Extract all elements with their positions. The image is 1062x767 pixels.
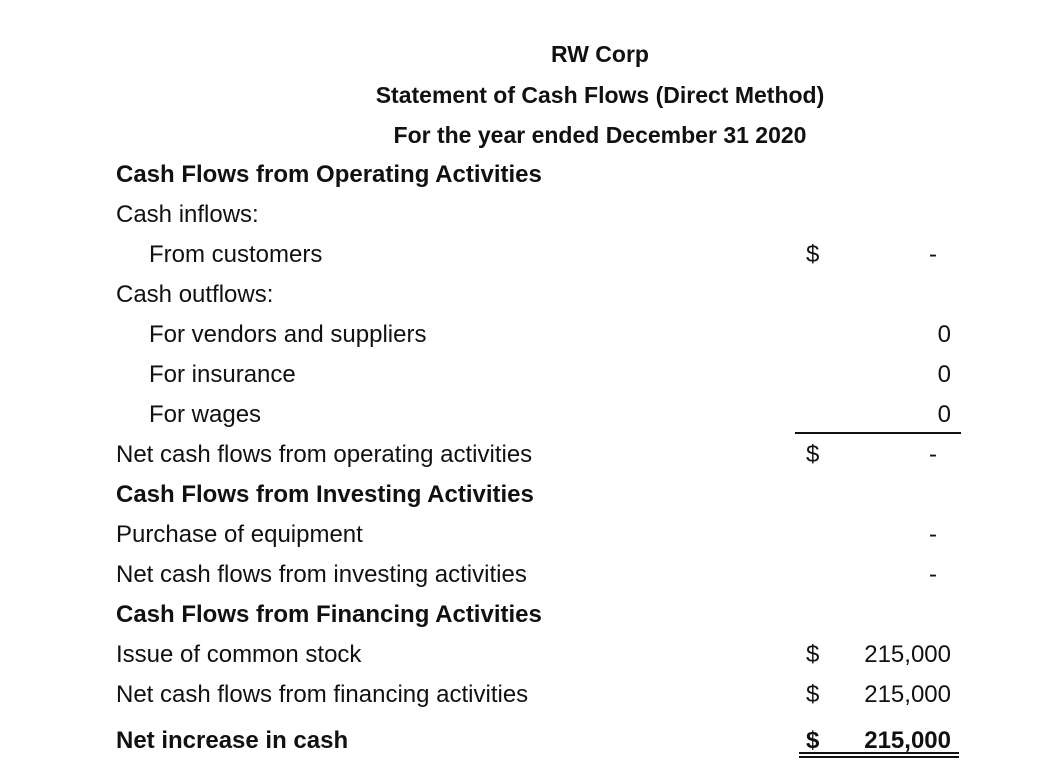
total-double-rule <box>799 752 959 758</box>
investing-heading-row <box>0 475 1062 515</box>
common-stock-row <box>0 635 1062 675</box>
wages-label: For wages <box>149 401 262 428</box>
financing-heading-row <box>0 595 1062 635</box>
net-financing-label: Net cash flows from financing activities <box>116 681 529 708</box>
from-customers-label: From customers <box>149 241 323 268</box>
subtotal-rule <box>795 432 961 434</box>
net-increase-amount: 215,000 <box>864 727 951 754</box>
insurance-row <box>0 355 1062 395</box>
common-stock-label: Issue of common stock <box>116 641 362 668</box>
cash-inflows-label: Cash inflows: <box>116 201 259 228</box>
statement-title: Statement of Cash Flows (Direct Method) <box>375 82 825 108</box>
company-name: RW Corp <box>551 41 649 67</box>
cash-outflows-label: Cash outflows: <box>116 281 274 308</box>
investing-heading: Cash Flows from Investing Activities <box>116 481 534 508</box>
wages-row <box>0 395 1062 435</box>
equipment-row <box>0 515 1062 555</box>
cash-outflows-row <box>0 275 1062 315</box>
net-financing-row <box>0 675 1062 715</box>
net-investing-row <box>0 555 1062 595</box>
from-customers-row <box>0 235 1062 275</box>
insurance-label: For insurance <box>149 361 296 388</box>
operating-heading: Cash Flows from Operating Activities <box>116 161 542 188</box>
currency-symbol: $ <box>806 681 820 708</box>
net-investing-amount: - <box>929 561 937 588</box>
net-increase-label: Net increase in cash <box>116 727 349 754</box>
currency-symbol: $ <box>806 641 820 668</box>
net-operating-amount: - <box>929 441 937 468</box>
net-financing-amount: 215,000 <box>864 681 951 708</box>
operating-heading-row <box>0 155 1062 195</box>
currency-symbol: $ <box>806 727 820 754</box>
net-investing-label: Net cash flows from investing activities <box>116 561 527 588</box>
common-stock-amount: 215,000 <box>864 641 951 668</box>
financing-heading: Cash Flows from Financing Activities <box>116 601 542 628</box>
vendors-label: For vendors and suppliers <box>149 321 427 348</box>
insurance-amount: 0 <box>937 361 951 388</box>
net-operating-label: Net cash flows from operating activities <box>116 441 533 468</box>
equipment-label: Purchase of equipment <box>116 521 363 548</box>
wages-amount: 0 <box>937 401 951 428</box>
currency-symbol: $ <box>806 441 820 468</box>
from-customers-amount: - <box>929 241 937 268</box>
net-operating-row <box>0 435 1062 475</box>
statement-period: For the year ended December 31 2020 <box>393 122 807 148</box>
currency-symbol: $ <box>806 241 820 268</box>
cash-inflows-row <box>0 195 1062 235</box>
equipment-amount: - <box>929 521 937 548</box>
vendors-amount: 0 <box>937 321 951 348</box>
vendors-row <box>0 315 1062 355</box>
